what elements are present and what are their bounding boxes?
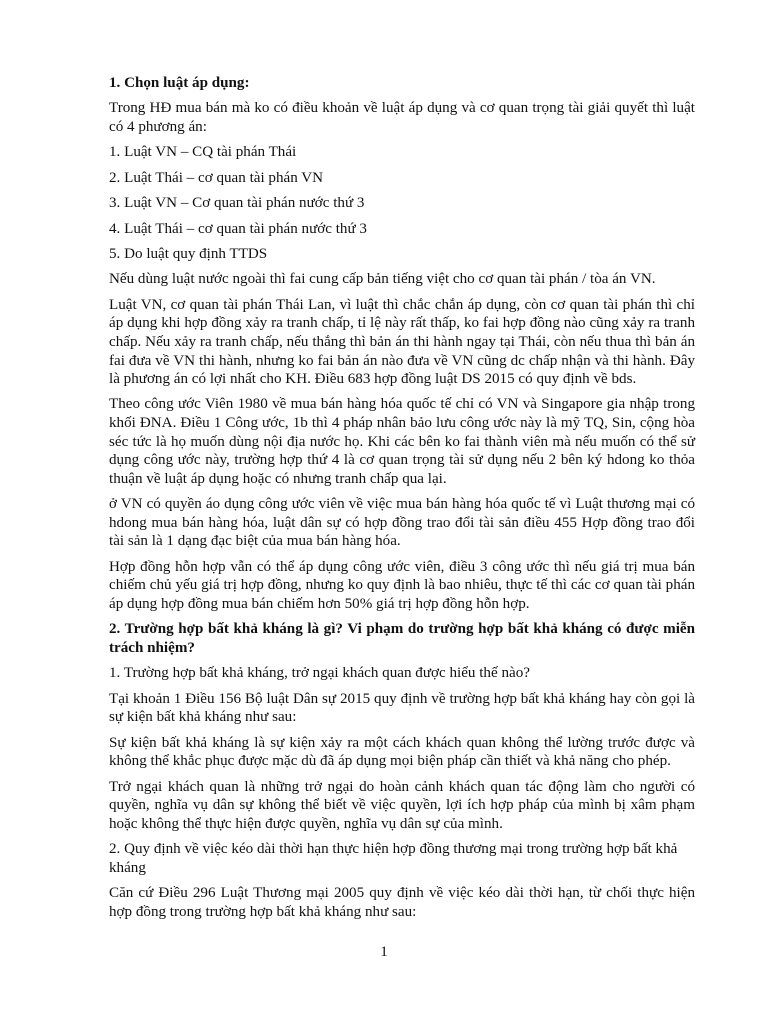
document-body [109, 74, 695, 922]
paragraph-force-majeure-event: Sự kiện bất khả kháng là sự kiện xảy ra một cách khách quan không thể lường trước được và không thể khắc phục được mặc dù đã áp dụng mọi biện pháp cần thiết và khả năng cho phép. [109, 734, 695, 770]
paragraph-vienna-convention: Theo công ước Viên 1980 về mua bán hàng hóa quốc tế chỉ có VN và Singapore gia nhập trong khối ĐNA. Điều 1 Công ước, 1b thì 4 pháp nhân bảo lưu công ước này là mỹ TQ, Sin, cộng hòa séc tức là họ muốn dùng nội địa nước họ. Khi các bên ko fai thành viên mà nếu muốn có thể sử dụng công ước này, trường hợp thứ 4 là cơ quan trọng tài sử dụng nếu 2 bên ký hdong ko thỏa thuận về luật áp dụng hoặc có nhưng tranh chấp qua lại. [109, 396, 695, 487]
option-item: 4. Luật Thái – cơ quan tài phán nước thứ 3 [109, 220, 367, 237]
subheading-definition: 1. Trường hợp bất khả kháng, trở ngại khách quan được hiểu thế nào? [109, 665, 530, 682]
paragraph-article-156: Tại khoản 1 Điều 156 Bộ luật Dân sự 2015 quy định về trường hợp bất khả kháng hay còn gọi là sự kiện bất khả kháng như sau: [109, 690, 695, 726]
section-heading-force-majeure: 2. Trường hợp bất khả kháng là gì? Vi phạm do trường hợp bất khả kháng có được miễn trách nhiệm? [109, 621, 695, 656]
paragraph-objective-obstacle: Trở ngại khách quan là những trở ngại do hoàn cảnh khách quan tác động làm cho người có quyền, nghĩa vụ dân sự không thể biết về việc quyền, lợi ích hợp pháp của mình bị xâm phạm hoặc không thể thực hiện được quyền, nghĩa vụ dân sự của mình. [109, 778, 695, 832]
option-item: 5. Do luật quy định TTDS [109, 245, 268, 262]
paragraph-article-296: Căn cứ Điều 296 Luật Thương mại 2005 quy định về việc kéo dài thời hạn, từ chối thực hiện hợp đồng trong trường hợp bất khả kháng như sau: [109, 885, 695, 920]
page-number: 1 [380, 944, 388, 960]
section-heading-choose-law: 1. Chọn luật áp dụng: [109, 75, 250, 91]
option-item: 3. Luật VN – Cơ quan tài phán nước thứ 3 [109, 195, 365, 212]
paragraph-vn-thai: Luật VN, cơ quan tài phán Thái Lan, vì luật thì chắc chắn áp dụng, còn cơ quan tài phán thì chỉ áp dụng khi hợp đồng xảy ra tranh chấp, tỉ lệ này rất thấp, ko fai hợp đồng nào cũng xảy ra tranh chấp. Nếu xảy ra tranh chấp, nếu thắng thì bản án thi hành ngay tại Thái, còn nếu thua thì bản án fai đưa về VN thi hành, nhưng ko fai bản án nào đưa về VN cũng dc chấp nhận và thi hành. Đây là phương án có lợi nhất cho KH. Điều 683 hợp đồng luật DS 2015 có quy định về bds. [109, 296, 695, 388]
paragraph-intro: Trong HĐ mua bán mà ko có điều khoản về luật áp dụng và cơ quan trọng tài giải quyết thì luật có 4 phương án: [109, 100, 695, 135]
subheading-extension: 2. Quy định về việc kéo dài thời hạn thực hiện hợp đồng thương mại trong trường hợp bất khả kháng [109, 841, 678, 876]
option-item: 2. Luật Thái – cơ quan tài phán VN [109, 169, 324, 186]
paragraph-mixed-contract: Hợp đồng hỗn hợp vẫn có thể áp dụng công ước viên, điều 3 công ước thì nếu giá trị mua bán chiếm chủ yếu giá trị hợp đồng, nhưng ko quy định là bao nhiêu, thực tế thì các cơ quan tài phán áp dụng hợp đồng mua bán chiếm hơn 50% giá trị hợp đồng hỗn hợp. [109, 558, 695, 613]
paragraph-foreign-law: Nếu dùng luật nước ngoài thì fai cung cấp bản tiếng việt cho cơ quan tài phán / tòa án VN. [109, 271, 656, 288]
option-item: 1. Luật VN – CQ tài phán Thái [109, 144, 297, 161]
paragraph-vn-apply: ở VN có quyền áo dụng công ước viên về việc mua bán hàng hóa quốc tế vì Luật thương mại có hdong mua bán hàng hóa, luật dân sự có hợp đồng trao đổi tài sản điều 455 Hợp đồng trao đổi tài sản là 1 dạng đạc biệt của mua bán hàng hóa. [109, 496, 695, 550]
